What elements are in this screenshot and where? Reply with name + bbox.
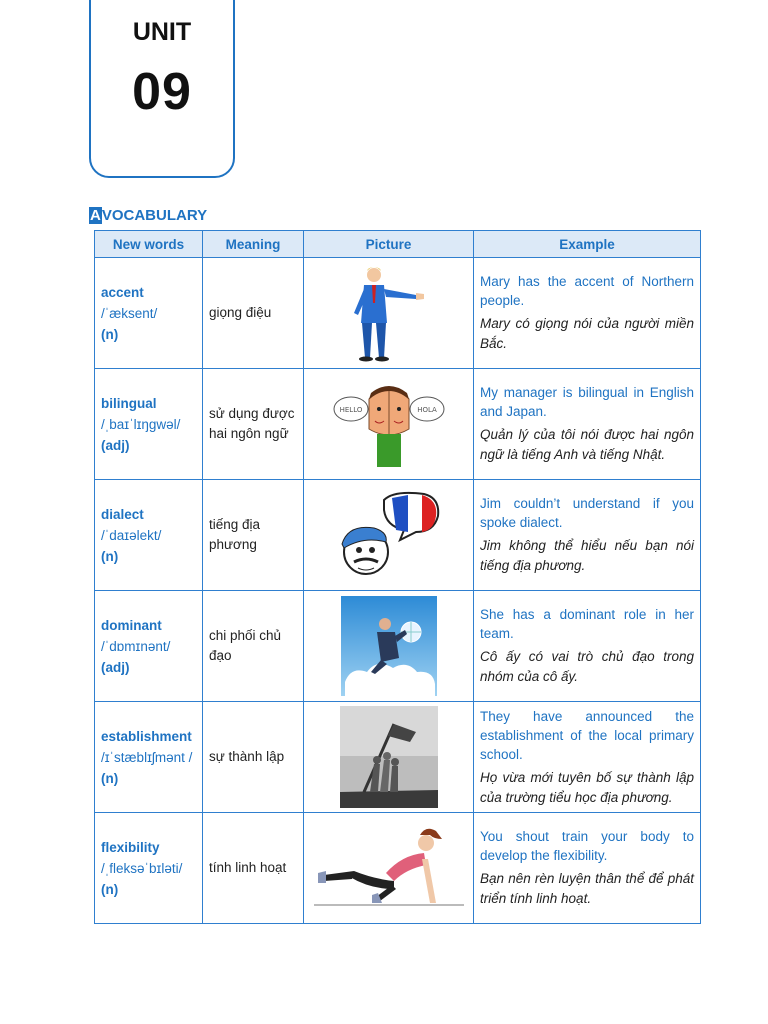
ipa: /ɪˈstæblɪʃmənt / bbox=[101, 749, 193, 765]
meaning-cell: tiếng địa phương bbox=[203, 480, 304, 591]
example-cell bbox=[474, 702, 701, 813]
cartoon-face-french-flag-bubble-icon bbox=[334, 490, 444, 580]
part-of-speech: (adj) bbox=[101, 437, 130, 453]
meaning-cell: giọng điệu bbox=[203, 258, 304, 369]
table-row bbox=[95, 813, 701, 924]
word: establishment bbox=[101, 728, 192, 744]
section-title-text: VOCABULARY bbox=[101, 207, 208, 224]
table-row bbox=[95, 591, 701, 702]
picture-cell bbox=[304, 258, 474, 369]
word: flexibility bbox=[101, 839, 160, 855]
ipa: /ˈæksent/ bbox=[101, 305, 158, 321]
picture-cell bbox=[304, 702, 474, 813]
example-english: My manager is bilingual in English and Japan. bbox=[480, 385, 694, 419]
example-cell bbox=[474, 369, 701, 480]
word: bilingual bbox=[101, 395, 157, 411]
unit-number: 09 bbox=[132, 63, 192, 121]
part-of-speech: (adj) bbox=[101, 659, 130, 675]
businessman-on-cloud-globe-icon bbox=[341, 596, 437, 696]
two-faced-head-speech-bubbles-icon bbox=[329, 379, 449, 469]
example-english: You shout train your body to develop the flexibility. bbox=[480, 829, 694, 863]
part-of-speech: (n) bbox=[101, 548, 119, 564]
table-header-row bbox=[95, 231, 701, 258]
example-cell bbox=[474, 591, 701, 702]
meaning-cell: chi phối chủ đạo bbox=[203, 591, 304, 702]
part-of-speech: (n) bbox=[101, 770, 119, 786]
ipa: /ˈdɒmɪnənt/ bbox=[101, 638, 171, 654]
header-new-words: New words bbox=[95, 231, 203, 258]
word-cell bbox=[95, 813, 203, 924]
word-cell bbox=[95, 258, 203, 369]
speech-text-right: HOLA bbox=[416, 406, 437, 414]
ipa: /ˌfleksəˈbɪləti/ bbox=[101, 860, 183, 876]
example-english: She has a dominant role in her team. bbox=[480, 607, 694, 641]
word-cell bbox=[95, 702, 203, 813]
example-vietnamese: Cô ấy có vai trò chủ đạo trong nhóm của cô ấy. bbox=[480, 649, 694, 684]
header-example: Example bbox=[474, 231, 701, 258]
example-english: They have announced the establishment of the local primary school. bbox=[480, 708, 694, 762]
example-vietnamese: Bạn nên rèn luyện thân thể để phát triển tính linh hoạt. bbox=[480, 871, 694, 906]
word: accent bbox=[101, 284, 144, 300]
vocabulary-table bbox=[94, 230, 701, 924]
word: dialect bbox=[101, 506, 144, 522]
soldiers-raising-flag-icon bbox=[340, 706, 438, 808]
speech-text-left: HELLO bbox=[339, 406, 362, 414]
meaning-cell: tính linh hoạt bbox=[203, 813, 304, 924]
unit-badge bbox=[89, 0, 235, 178]
example-english: Jim couldn’t understand if you spoke dialect. bbox=[480, 496, 694, 530]
example-vietnamese: Quản lý của tôi nói được hai ngôn ngữ là tiếng Anh và tiếng Nhật. bbox=[480, 427, 694, 462]
picture-cell bbox=[304, 369, 474, 480]
example-vietnamese: Họ vừa mới tuyên bố sự thành lập của trường tiểu học địa phương. bbox=[480, 769, 694, 805]
word-cell bbox=[95, 591, 203, 702]
part-of-speech: (n) bbox=[101, 326, 119, 342]
table-row bbox=[95, 258, 701, 369]
table-row bbox=[95, 480, 701, 591]
part-of-speech: (n) bbox=[101, 881, 119, 897]
picture-cell bbox=[304, 480, 474, 591]
picture-cell bbox=[304, 813, 474, 924]
woman-exercising-plank-icon bbox=[314, 825, 464, 911]
word-cell bbox=[95, 480, 203, 591]
example-cell bbox=[474, 813, 701, 924]
header-picture: Picture bbox=[304, 231, 474, 258]
example-english: Mary has the accent of Northern people. bbox=[480, 274, 694, 308]
word-cell bbox=[95, 369, 203, 480]
example-vietnamese: Jim không thể hiểu nếu bạn nói tiếng địa phương. bbox=[480, 538, 694, 573]
table-row bbox=[95, 369, 701, 480]
word: dominant bbox=[101, 617, 162, 633]
example-vietnamese: Mary có giọng nói của người miền Bắc. bbox=[480, 316, 694, 351]
ipa: /ˈdaɪəlekt/ bbox=[101, 527, 162, 543]
example-cell bbox=[474, 258, 701, 369]
meaning-cell: sử dụng được hai ngôn ngữ bbox=[203, 369, 304, 480]
ipa: /ˌbaɪˈlɪŋgwəl/ bbox=[101, 416, 181, 432]
picture-cell bbox=[304, 591, 474, 702]
table-row bbox=[95, 702, 701, 813]
unit-label: UNIT bbox=[132, 18, 192, 46]
meaning-cell: sự thành lập bbox=[203, 702, 304, 813]
section-letter: A bbox=[90, 207, 101, 224]
header-meaning: Meaning bbox=[203, 231, 304, 258]
man-in-suit-pointing-icon bbox=[344, 263, 434, 363]
example-cell bbox=[474, 480, 701, 591]
section-title bbox=[89, 207, 207, 224]
